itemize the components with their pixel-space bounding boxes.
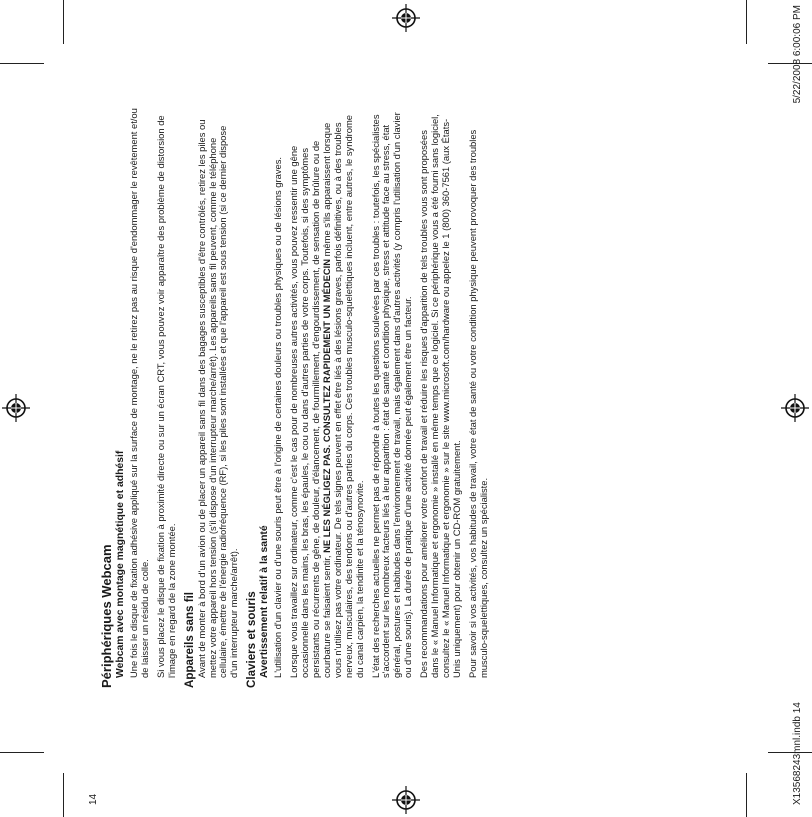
document-body [100,108,640,688]
registration-mark-icon [392,786,420,814]
keyboards-heading: Claviers et souris [245,591,259,688]
health-paragraph-2 [289,108,365,678]
health-paragraph-2-start: Lorsque vous travaillez sur ordinateur, comme c'est le cas pour de nombreuses autres activités, vous pouvez ressentir une gêne occasionnelle dans les mains, les bras, les épaules, le cou ou dans d'autres parties de votre corps. Toutefois, si des symptômes persistants ou récurrents de gêne, de douleur, d'élancement, de fourmillement, d'engourdissement, de sensation de brûlure ou de courbature se faisaient sentir, [288,140,332,678]
webcam-paragraph-2: Si vous placez le disque de fixation à proximité directe ou sur un écran CRT, vous pouvez voir apparaître des problème de distorsion de l'image en regard de la zone montée. [154,115,177,678]
webcam-heading: Webcam avec montage magnétique et adhésif [115,450,126,678]
footer-file-name: X13568243mnl.indb 14 [792,702,803,805]
health-warning-emphasis: NE LES NÉGLIGEZ PAS. CONSULTEZ RAPIDEMENT UN MÉDECIN [320,258,332,553]
page-number: 14 [88,793,99,805]
crop-mark [0,752,44,753]
crop-mark [768,63,812,64]
page-title: Périphériques Webcam [99,544,114,688]
crop-mark [746,773,747,817]
health-warning-heading: Avertissement relatif à la santé [259,525,271,678]
health-paragraph-5: Pour savoir si vos activités, vos habitudes de travail, votre état de santé ou votre condition physique peuvent provoquer des troubles musculo-squelettiques, consultez un spécialiste. [466,129,489,678]
footer-timestamp: 5/22/2008 6:00:06 PM [792,5,803,104]
health-paragraph-2-end: même s'ils apparaissent lorsque vous n'utilisez pas votre ordinateur. De tels signes peuvent en effet être liés à des lésions graves, parfois définitives, ou à des troubles nerveux, musculaires, des tendons ou d'autres parties du corps. Ces troubles musculo-squelettiques incluent, entre autres, le syndrome du canal carpien, la tendinite et la ténosynovite. [320,114,365,678]
crop-mark [746,0,747,44]
crop-mark [63,773,64,817]
crop-mark [63,0,64,44]
health-paragraph-4: Des recommandations pour améliorer votre confort de travail et réduire les risques d'apparition de tels troubles vous sont proposées dans le « Manuel Informatique et ergonomie » installé en même temps que ce logiciel. Si ce périphérique vous a été fourni sans logiciel, consultez le « Manuel Informatique et ergonomie » sur le site www.microsoft.com/hardware ou appelez le 1 (800) 360-7561 (aux États-Unis uniquement) pour obtenir un CD-ROM gratuitement. [418,114,462,678]
registration-mark-icon [392,4,420,32]
print-footer [792,5,803,805]
health-paragraph-3: L'état des recherches actuelles ne permet pas de répondre à toutes les questions soulevées par ces troubles : toutefois, les spécialistes s'accordent sur les nombreux facteurs liés à leur apparition : état de santé et condition physique, stress et attitude face au stress, état général, postures et habitudes dans l'environnement de travail, mais également dans d'autres activités (y compris l'utilisation d'un clavier ou d'une souris). La durée de pratique d'une activité donnée peut également être un facteur. [369,112,414,678]
crop-mark [768,752,812,753]
registration-mark-icon [2,394,30,422]
webcam-paragraph-1: Une fois le disque de fixation adhésive appliqué sur la surface de montage, ne le retirez pas au risque d'endommager le revêtement et/ou de laisser un résidu de colle. [128,108,150,678]
crop-mark [0,63,44,64]
wireless-heading: Appareils sans fil [182,591,196,688]
health-paragraph-1: L'utilisation d'un clavier ou d'une souris peut être à l'origine de certaines douleurs ou troubles physiques ou de lésions graves. [272,156,284,678]
wireless-paragraph-1: Avant de monter à bord d'un avion ou de placer un appareil sans fil dans des bagages susceptibles d'être contrôlés, retirez les piles ou mettez votre appareil hors tension (s'il dispose d'un interrupteur marche/arrêt). Les appareils sans fil peuvent, comme le téléphone cellulaire, émettre de l'énergie radiofréquence (RF), si les piles sont installées et que l'appareil est sous tension (si ce dernier dispose d'un interrupteur marche/arrêt). [195,119,240,678]
